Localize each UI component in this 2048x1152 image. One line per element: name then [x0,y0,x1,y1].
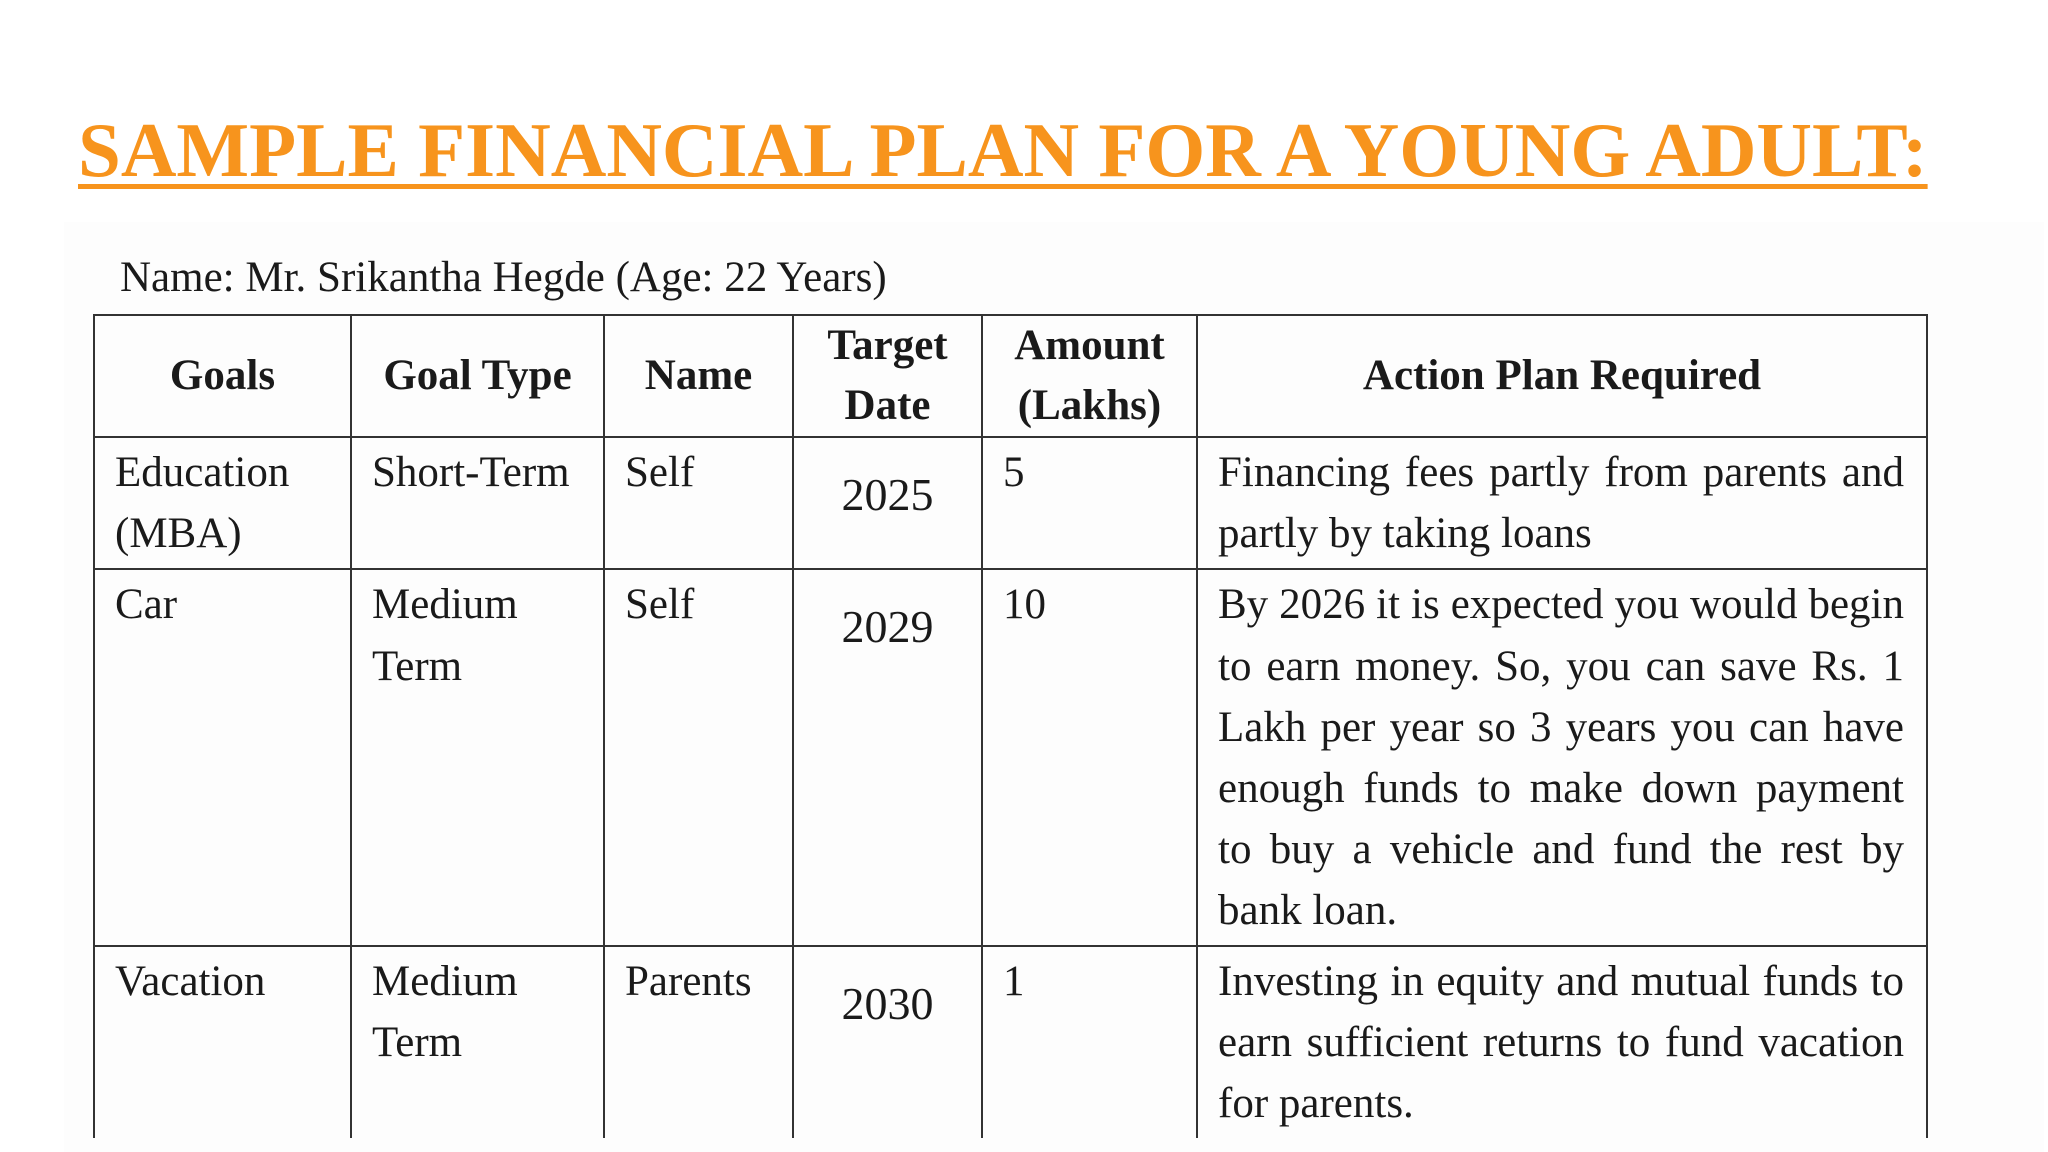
cell-goal-type: Medium Term [351,946,604,1138]
table-row [94,437,1927,569]
subject-name-line: Name: Mr. Srikantha Hegde (Age: 22 Years) [120,254,887,301]
header-target-date [793,315,982,437]
header-amount-line2: (Lakhs) [1017,382,1162,430]
target-date-value: 2025 [841,469,934,521]
cell-goal-type: Short-Term [351,437,604,569]
financial-plan-table [93,314,1928,1138]
cell-goal: Car [94,569,351,945]
cell-action-plan: By 2026 it is expected you would begin to earn money. So, you can save Rs. 1 Lakh per year so 3 years you can have enough funds to make down payment to buy a vehicle and fund the rest by bank loan. [1197,569,1927,945]
cell-target-date [793,437,982,569]
table-header-row [94,315,1927,437]
header-target-date-line2: Date [844,382,931,430]
header-goals: Goals [94,315,351,437]
cell-action-plan: Investing in equity and mutual funds to earn sufficient returns to fund vacation for parents. [1197,946,1927,1138]
cell-goal-type: Medium Term [351,569,604,945]
cell-action-plan: Financing fees partly from parents and partly by taking loans [1197,437,1927,569]
header-goal-type: Goal Type [351,315,604,437]
cell-goal: Vacation [94,946,351,1138]
target-date-value: 2029 [841,601,934,653]
table-row [94,946,1927,1138]
cell-name: Parents [604,946,793,1138]
cell-amount: 10 [982,569,1197,945]
header-target-date-line1: Target [827,322,948,369]
cell-amount: 1 [982,946,1197,1138]
header-name: Name [604,315,793,437]
header-amount [982,315,1197,437]
cell-goal: Education (MBA) [94,437,351,569]
cell-target-date [793,946,982,1138]
table-row [94,569,1927,945]
cell-target-date [793,569,982,945]
cell-name: Self [604,569,793,945]
cell-amount: 5 [982,437,1197,569]
header-action-plan: Action Plan Required [1197,315,1927,437]
page-title: SAMPLE FINANCIAL PLAN FOR A YOUNG ADULT: [78,107,1928,193]
cell-name: Self [604,437,793,569]
target-date-value: 2030 [841,977,934,1029]
header-amount-line1: Amount [1014,322,1165,369]
